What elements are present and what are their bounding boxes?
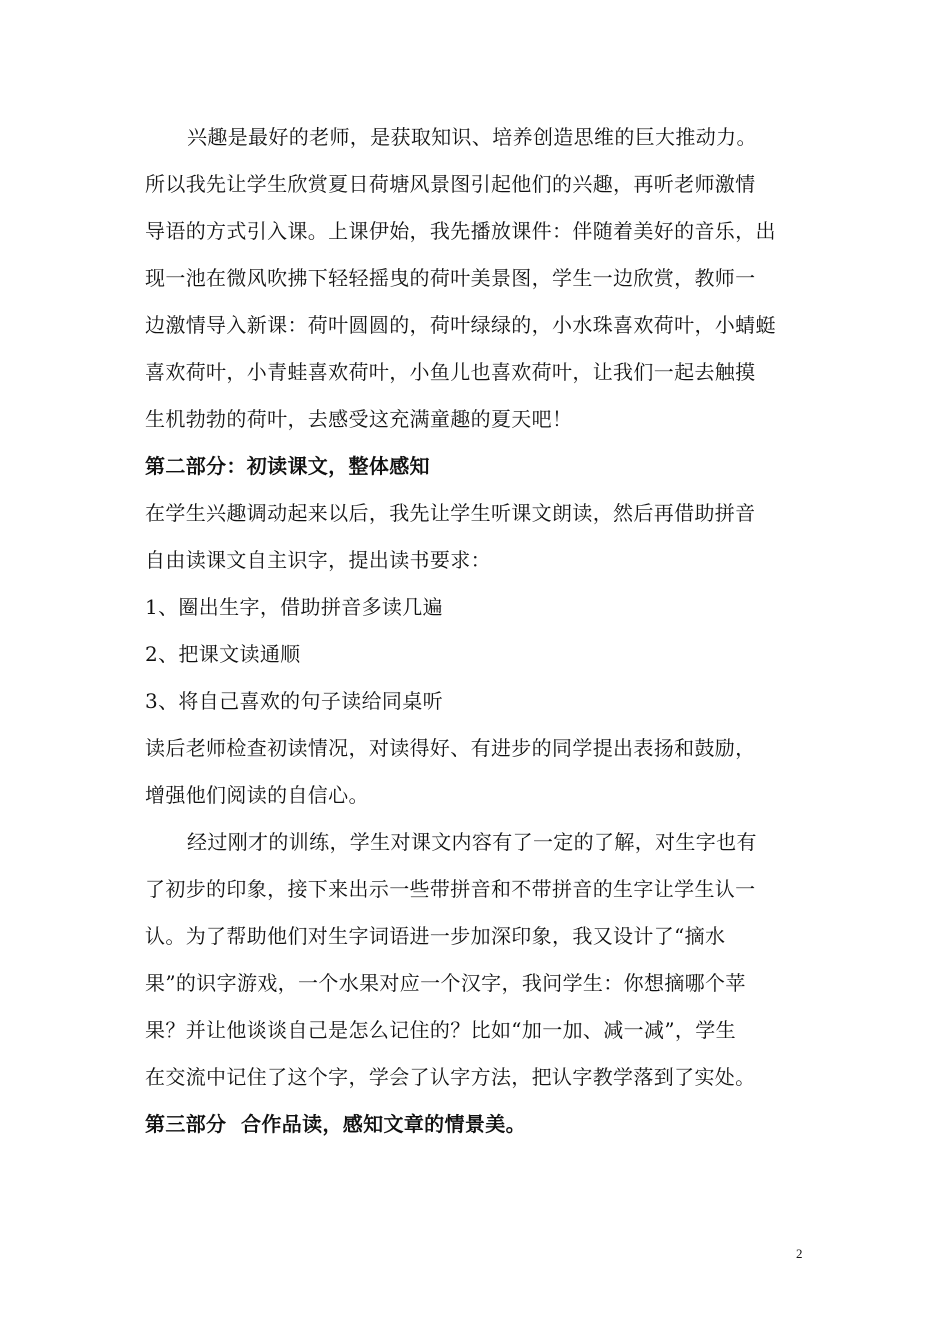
paragraph-line: 导语的方式引入课。上课伊始，我先播放课件：伴随着美好的音乐，出: [145, 219, 776, 243]
paragraph-line: 自由读课文自主识字，提出读书要求：: [145, 548, 491, 572]
paragraph-line: 认。为了帮助他们对生字词语进一步加深印象，我又设计了“摘水: [145, 924, 726, 948]
paragraph-line: 经过刚才的训练，学生对课文内容有了一定的了解，对生字也有: [187, 830, 757, 854]
paragraph-line: 读后老师检查初读情况，对读得好、有进步的同学提出表扬和鼓励，: [145, 736, 756, 760]
paragraph-line: 了初步的印象，接下来出示一些带拼音和不带拼音的生字让学生认一: [145, 877, 756, 901]
paragraph-line: 边激情导入新课：荷叶圆圆的，荷叶绿绿的，小水珠喜欢荷叶，小蜻蜓: [145, 313, 776, 337]
section-heading-part-two: 第二部分：初读课文，整体感知: [145, 454, 430, 478]
paragraph-line: 在交流中记住了这个字，学会了认字方法，把认字教学落到了实处。: [145, 1065, 756, 1089]
list-item: 2、把课文读通顺: [145, 642, 301, 666]
paragraph-line: 生机勃勃的荷叶，去感受这充满童趣的夏天吧！: [145, 407, 573, 431]
paragraph-line: 果？并让他谈谈自己是怎么记住的？比如“加一加、减一减”，学生: [145, 1018, 736, 1042]
section-heading-part-three: 第三部分 合作品读，感知文章的情景美。: [145, 1112, 526, 1136]
page-number: 2: [796, 1246, 803, 1261]
document-body: [145, 114, 809, 1148]
paragraph-line: 喜欢荷叶，小青蛙喜欢荷叶，小鱼儿也喜欢荷叶，让我们一起去触摸: [145, 360, 756, 384]
paragraph-line: 在学生兴趣调动起来以后，我先让学生听课文朗读，然后再借助拼音: [145, 501, 756, 525]
paragraph-line: 兴趣是最好的老师，是获取知识、培养创造思维的巨大推动力。: [187, 125, 757, 149]
paragraph-line: 增强他们阅读的自信心。: [145, 783, 369, 807]
list-item: 3、将自己喜欢的句子读给同桌听: [145, 689, 443, 713]
paragraph-line: 果”的识字游戏，一个水果对应一个汉字，我问学生：你想摘哪个苹: [145, 971, 746, 995]
paragraph-line: 现一池在微风吹拂下轻轻摇曳的荷叶美景图，学生一边欣赏，教师一: [145, 266, 756, 290]
paragraph-line: 所以我先让学生欣赏夏日荷塘风景图引起他们的兴趣，再听老师激情: [145, 172, 756, 196]
list-item: 1、圈出生字，借助拼音多读几遍: [145, 595, 443, 619]
